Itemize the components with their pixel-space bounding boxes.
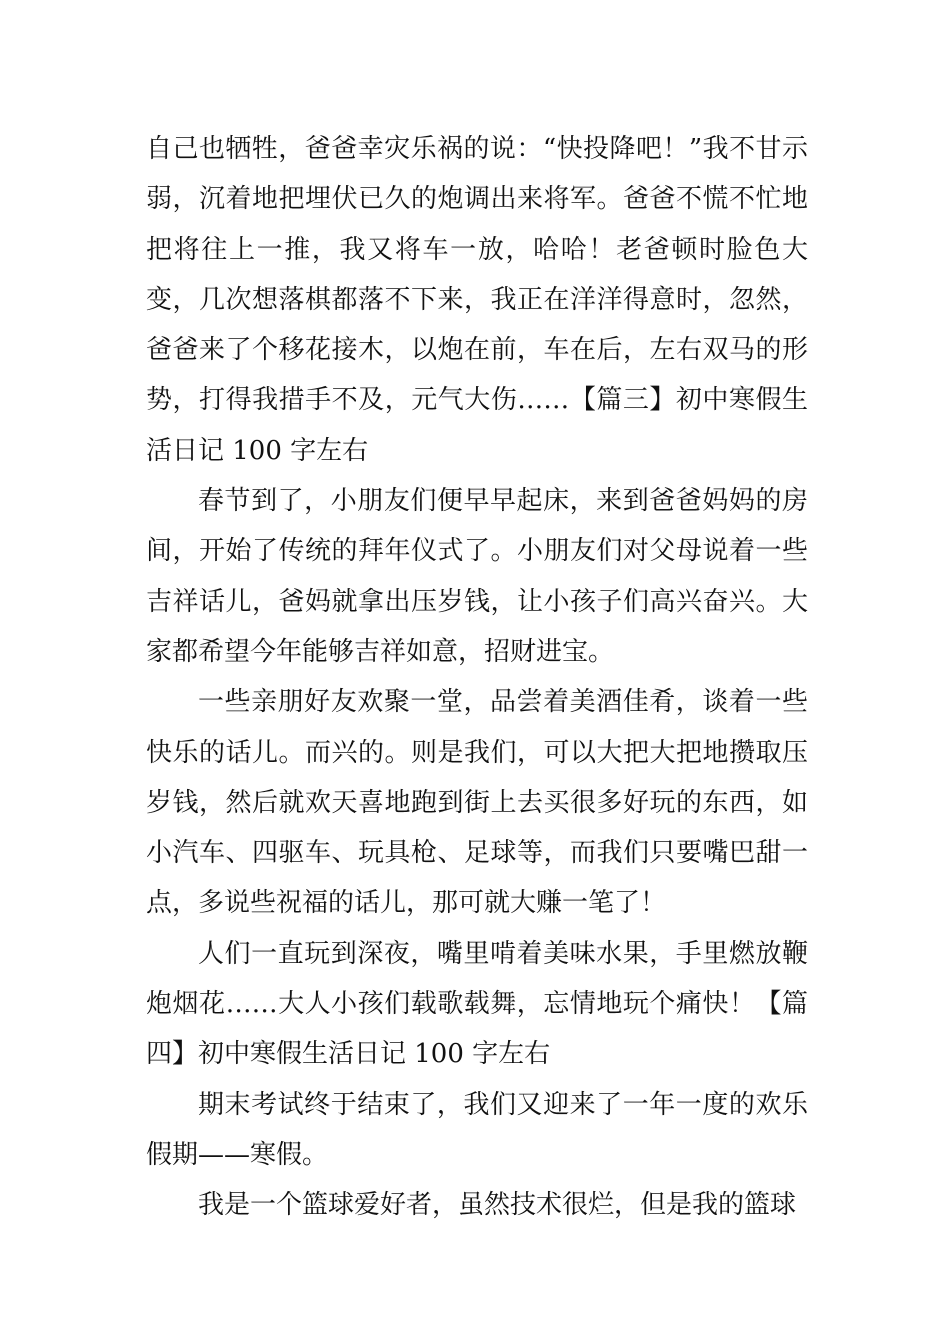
paragraph-5: 期末考试终于结束了，我们又迎来了一年一度的欢乐假期——寒假。 [146,1089,808,1170]
document-page [146,124,808,1231]
paragraph-2: 春节到了，小朋友们便早早起床，来到爸爸妈妈的房间，开始了传统的拜年仪式了。小朋友们对父母说着一些吉祥话儿，爸妈就拿出压岁钱，让小孩子们高兴奋兴。大家都希望今年能够吉祥如意，招财进宝。 [146,486,808,667]
paragraph-6: 我是一个篮球爱好者，虽然技术很烂，但是我的篮球 [198,1190,797,1221]
paragraph-1: 自己也牺牲，爸爸幸灾乐祸的说：“快投降吧！”我不甘示弱，沉着地把埋伏已久的炮调出来将军。爸爸不慌不忙地把将往上一推，我又将车一放，哈哈！老爸顿时脸色大变，几次想落棋都落不下来，我正在洋洋得意时，忽然，爸爸来了个移花接木，以炮在前，车在后，左右双马的形势，打得我措手不及，元气大伤……【篇三】初中寒假生活日记 100 字左右 [146,134,808,466]
paragraph-4: 人们一直玩到深夜，嘴里啃着美味水果，手里燃放鞭炮烟花……大人小孩们载歌载舞，忘情地玩个痛快！【篇四】初中寒假生活日记 100 字左右 [146,938,808,1070]
paragraph-3: 一些亲朋好友欢聚一堂，品尝着美酒佳肴，谈着一些快乐的话儿。而兴的。则是我们，可以大把大把地攒取压岁钱，然后就欢天喜地跑到街上去买很多好玩的东西，如小汽车、四驱车、玩具枪、足球等，而我们只要嘴巴甜一点，多说些祝福的话儿，那可就大赚一笔了！ [146,687,808,919]
